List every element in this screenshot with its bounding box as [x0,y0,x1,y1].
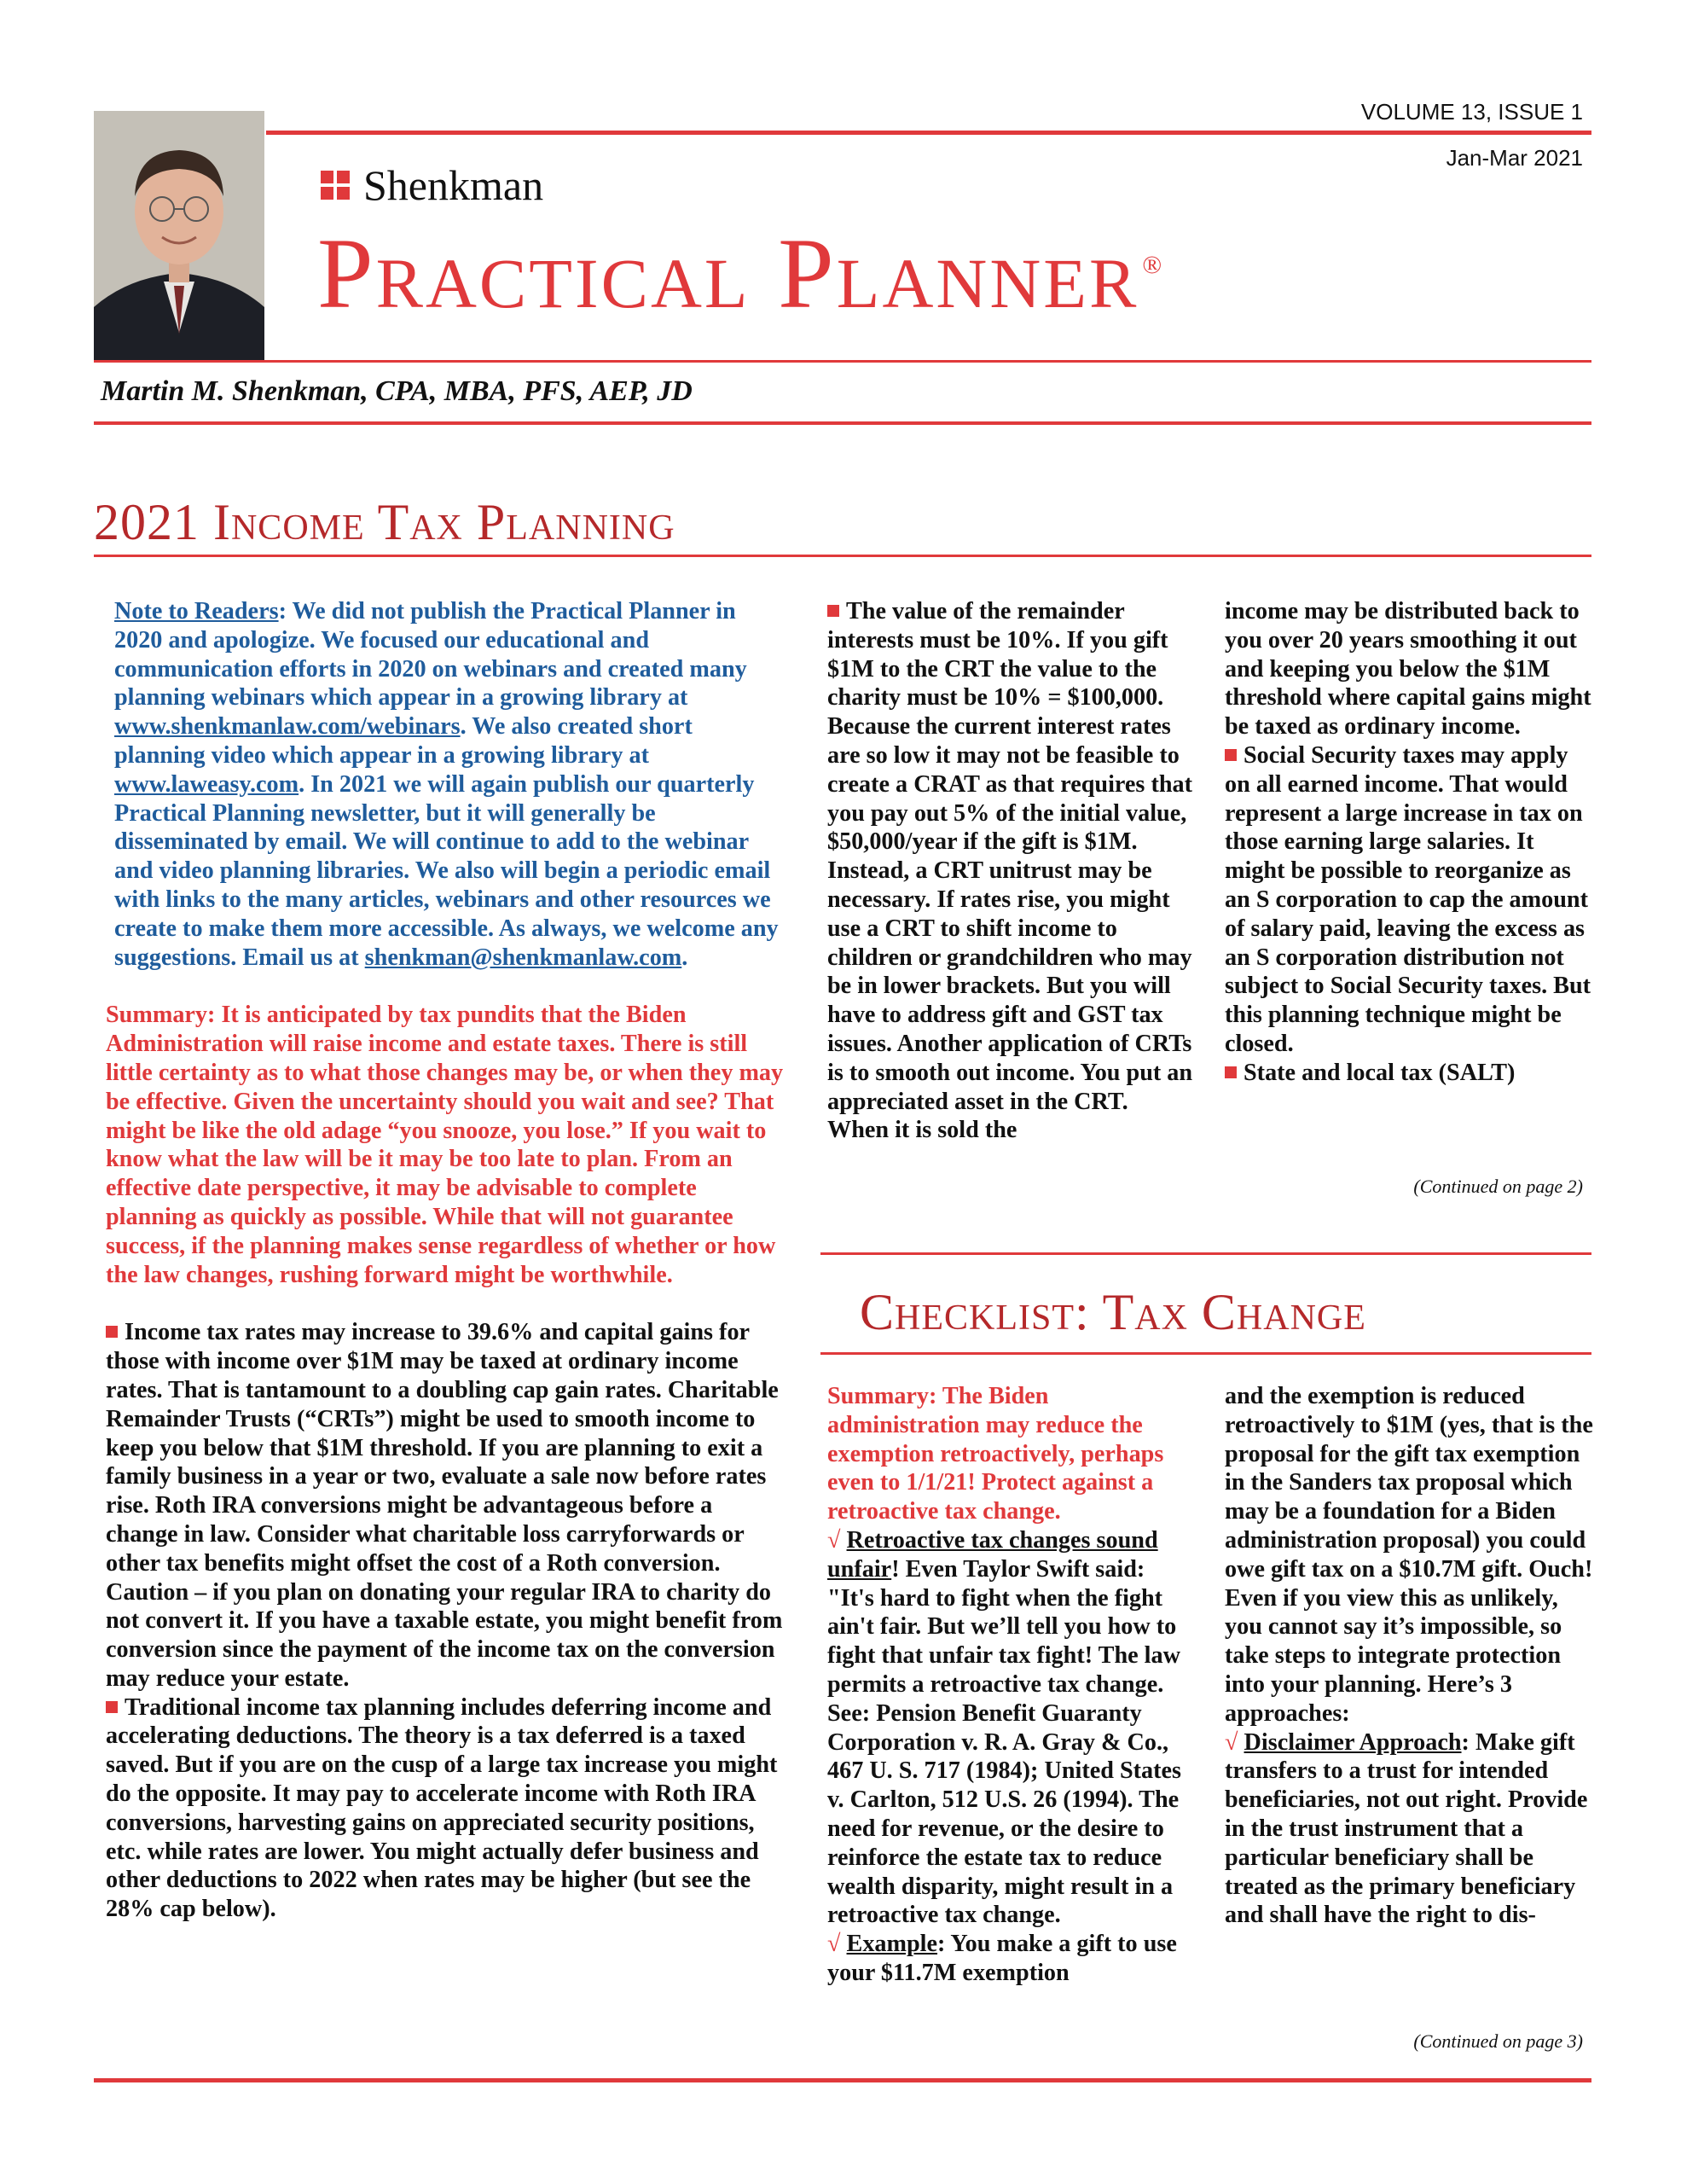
disclaimer-text: : Make gift transfers to a trust for intended beneficiaries, not out right. Provide in the trust instrument that a particular beneficiary shall be treated as the primary beneficiary and shall have the right to dis- [1225,1728,1588,1929]
checkmark-icon: √ [1225,1728,1238,1756]
checkmark-icon: √ [827,1526,841,1554]
continued-page-3: (Continued on page 3) [1413,2030,1583,2052]
disclaimer-heading: Disclaimer Approach [1244,1728,1462,1756]
laweasy-link[interactable]: www.laweasy.com [114,770,299,798]
masthead-rule [94,360,1591,363]
crt-text: The value of the remainder interests must be 10%. If you gift $1M to the CRT the value to the charity must be 10% = $100,000. Because the current interest rates are so low it may not be feasible to create a CRAT as that requires that you pay out 5% of the initial value, $50,000/year if the gift is $1M. Instead, a CRT unitrust may be necessary. If rates rise, you might use a CRT to shift income to children or grandchildren who may be in lower brackets. But you will have to address gift and GST tax issues. Another application of CRTs is to smooth out income. You put an appreciated asset in the CRT. When it is sold the [827,598,1193,1144]
bullet-square-icon [1225,749,1237,761]
section2-summary: Summary: The Biden administration may reduce the exemption retroactively, perhaps even to 1/1/21! Protect against a retroactive tax change. [827,1383,1164,1525]
bullet-text: Traditional income tax planning includes deferring income and accelerating deductions. The theory is a tax deferred is a taxed saved. But if you are on the cusp of a large tax increase you might do the opposite. It may pay to accelerate income with Roth IRA conversions, harvesting gains on appreciated security positions, etc. while rates are lower. You might actually defer business and other deductions to 2022 when rates may be higher (but see the 28% cap below). [106,1693,778,1923]
section1-column-2 [827,597,1194,1145]
brand-name: Shenkman [363,161,544,209]
note-text-1: : We did not publish the Practical Planner in 2020 and apologize. We focused our educational and communication efforts in 2020 on webinars and created many planning webinars which appear in a growing library at [114,598,747,712]
note-label: Note to Readers [114,598,279,624]
retroactive-heading: Retroactive tax changes sound unfair [827,1526,1158,1583]
example-heading: Example [846,1931,938,1958]
bullet-text: Income tax rates may increase to 39.6% and capital gains for those with income over $1M may be taxed at ordinary income rates. That is tantamount to a doubling cap gain rates. Charitable Remainder Trusts (“CRTs”) might be used to smooth income to keep you below that $1M threshold. If you are planning to exit a family business in a year or two, evaluate a sale now before rates rise. Roth IRA conversions might be advantageous before a change in law. Consider what charitable loss carryforwards or other tax benefits might offset the cost of a Roth conversion. Caution – if you plan on donating your regular IRA to charity do not convert it. If you have a taxable estate, you might benefit from conversion since the payment of the income tax on the conversion may reduce your estate. [106,1319,783,1692]
note-text-4: . [681,944,688,971]
webinars-link[interactable]: www.shenkmanlaw.com/webinars [114,713,461,741]
retroactive-paragraph [827,1526,1196,1930]
email-link[interactable]: shenkman@shenkmanlaw.com [364,944,682,971]
bullet-square-icon [827,605,839,617]
footer-rule [94,2078,1591,2082]
section2-column-2 [1225,1382,1593,1930]
exemption-paragraph: and the exemption is reduced retroactively to $1M (yes, that is the proposal for the gift tax exemption in the Sanders tax proposal which may be a foundation for a Biden administration proposal) you could owe gift tax on a $10.7M gift. Ouch! Even if you view this as unlikely, you cannot say it’s impossible, so take steps to integrate protection into your planning. Here’s 3 approaches: [1225,1383,1593,1727]
note-to-readers [106,597,788,972]
crt-paragraph [827,597,1194,1145]
section1-summary: Summary: It is anticipated by tax pundits that the Biden Administration will raise income and estate taxes. There is still little certainty as to what those changes may be, or when they may be effective. Given the uncertainty should you wait and see? That might be like the old adage “you snooze, you lose.” If you wait to know what the law will be it may be too late to plan. From an effective date perspective, it may be advisable to complete planning as quickly as possible. While that will not guarantee success, if the planning makes sense regardless of whether or how the law changes, rushing forward might be worthwhile. [106,1002,784,1288]
example-text: : You make a gift to use your $11.7M exemption [827,1931,1177,1986]
section1-column-3 [1225,597,1591,1088]
bullet-square-icon [1225,1066,1237,1078]
section2-column-1 [827,1382,1196,1988]
newsletter-masthead [317,218,1165,329]
income-distributed-paragraph: income may be distributed back to you over 20 years smoothing it out and keeping you below the $1M threshold where capital gains might be taxed as ordinary income. [1225,598,1591,741]
checklist-bottom-rule [820,1352,1591,1355]
bullet-income-tax-rates [106,1318,788,1693]
author-credentials: Martin M. Shenkman, CPA, MBA, PFS, AEP, JD [101,375,693,407]
author-rule [94,421,1591,425]
section-title-checklist: Checklist: Tax Change [860,1284,1366,1340]
bullet-traditional-planning [106,1693,788,1924]
section-title-income-tax: 2021 Income Tax Planning [94,494,675,550]
registered-mark: ® [1142,250,1165,279]
issue-volume: VOLUME 13, ISSUE 1 [1360,99,1583,125]
checkmark-icon: √ [827,1931,841,1958]
note-text-2: . We also created short planning video which appear in a growing library at [114,713,693,769]
bullet-square-icon [106,1326,118,1338]
issue-date: Jan-Mar 2021 [1446,145,1583,171]
continued-page-2: (Continued on page 2) [1413,1176,1583,1197]
masthead-title: Practical Planner [317,218,1139,329]
bullet-text: Social Security taxes may apply on all earned income. That would represent a large increase in tax on those earning large salaries. It might be possible to reorganize as an S corporation to cap the amount of salary paid, leaving the excess as an S corporation distribution not subject to Social Security taxes. But this planning technique might be closed. [1225,741,1591,1057]
disclaimer-paragraph [1225,1728,1593,1931]
author-portrait-image [94,111,264,360]
retroactive-text: ! Even Taylor Swift said: "It's hard to fight when the fight ain't fair. But we’ll tell you how to fight that unfair tax fight! The law permits a retroactive tax change. See: Pension Benefit Guaranty Corporation v. R. A. Gray & Co., 467 U. S. 717 (1984); United States v. Carlton, 512 U.S. 26 (1994). The need for revenue, or the desire to reinforce the estate tax to reduce wealth disparity, might result in a retroactive tax change. [827,1555,1181,1929]
bullet-text: State and local tax (SALT) [1244,1059,1516,1086]
brand-logo-icon [321,171,350,200]
author-photo [94,111,264,360]
header-top-rule [266,131,1591,135]
bullet-social-security [1225,741,1591,1059]
section1-column-1 [106,597,788,1924]
example-paragraph [827,1930,1196,1988]
bullet-salt [1225,1059,1591,1088]
bullet-square-icon [106,1701,118,1713]
checklist-top-rule [820,1252,1591,1255]
section1-rule [94,555,1591,557]
note-text-3: . In 2021 we will again publish our quarterly Practical Planning newsletter, but it will generally be disseminated by email. We will continue to add to the webinar and video planning libraries. We also will begin a periodic email with links to the many articles, webinars and other resources we create to make them more accessible. As always, we welcome any suggestions. Email us at [114,770,779,971]
